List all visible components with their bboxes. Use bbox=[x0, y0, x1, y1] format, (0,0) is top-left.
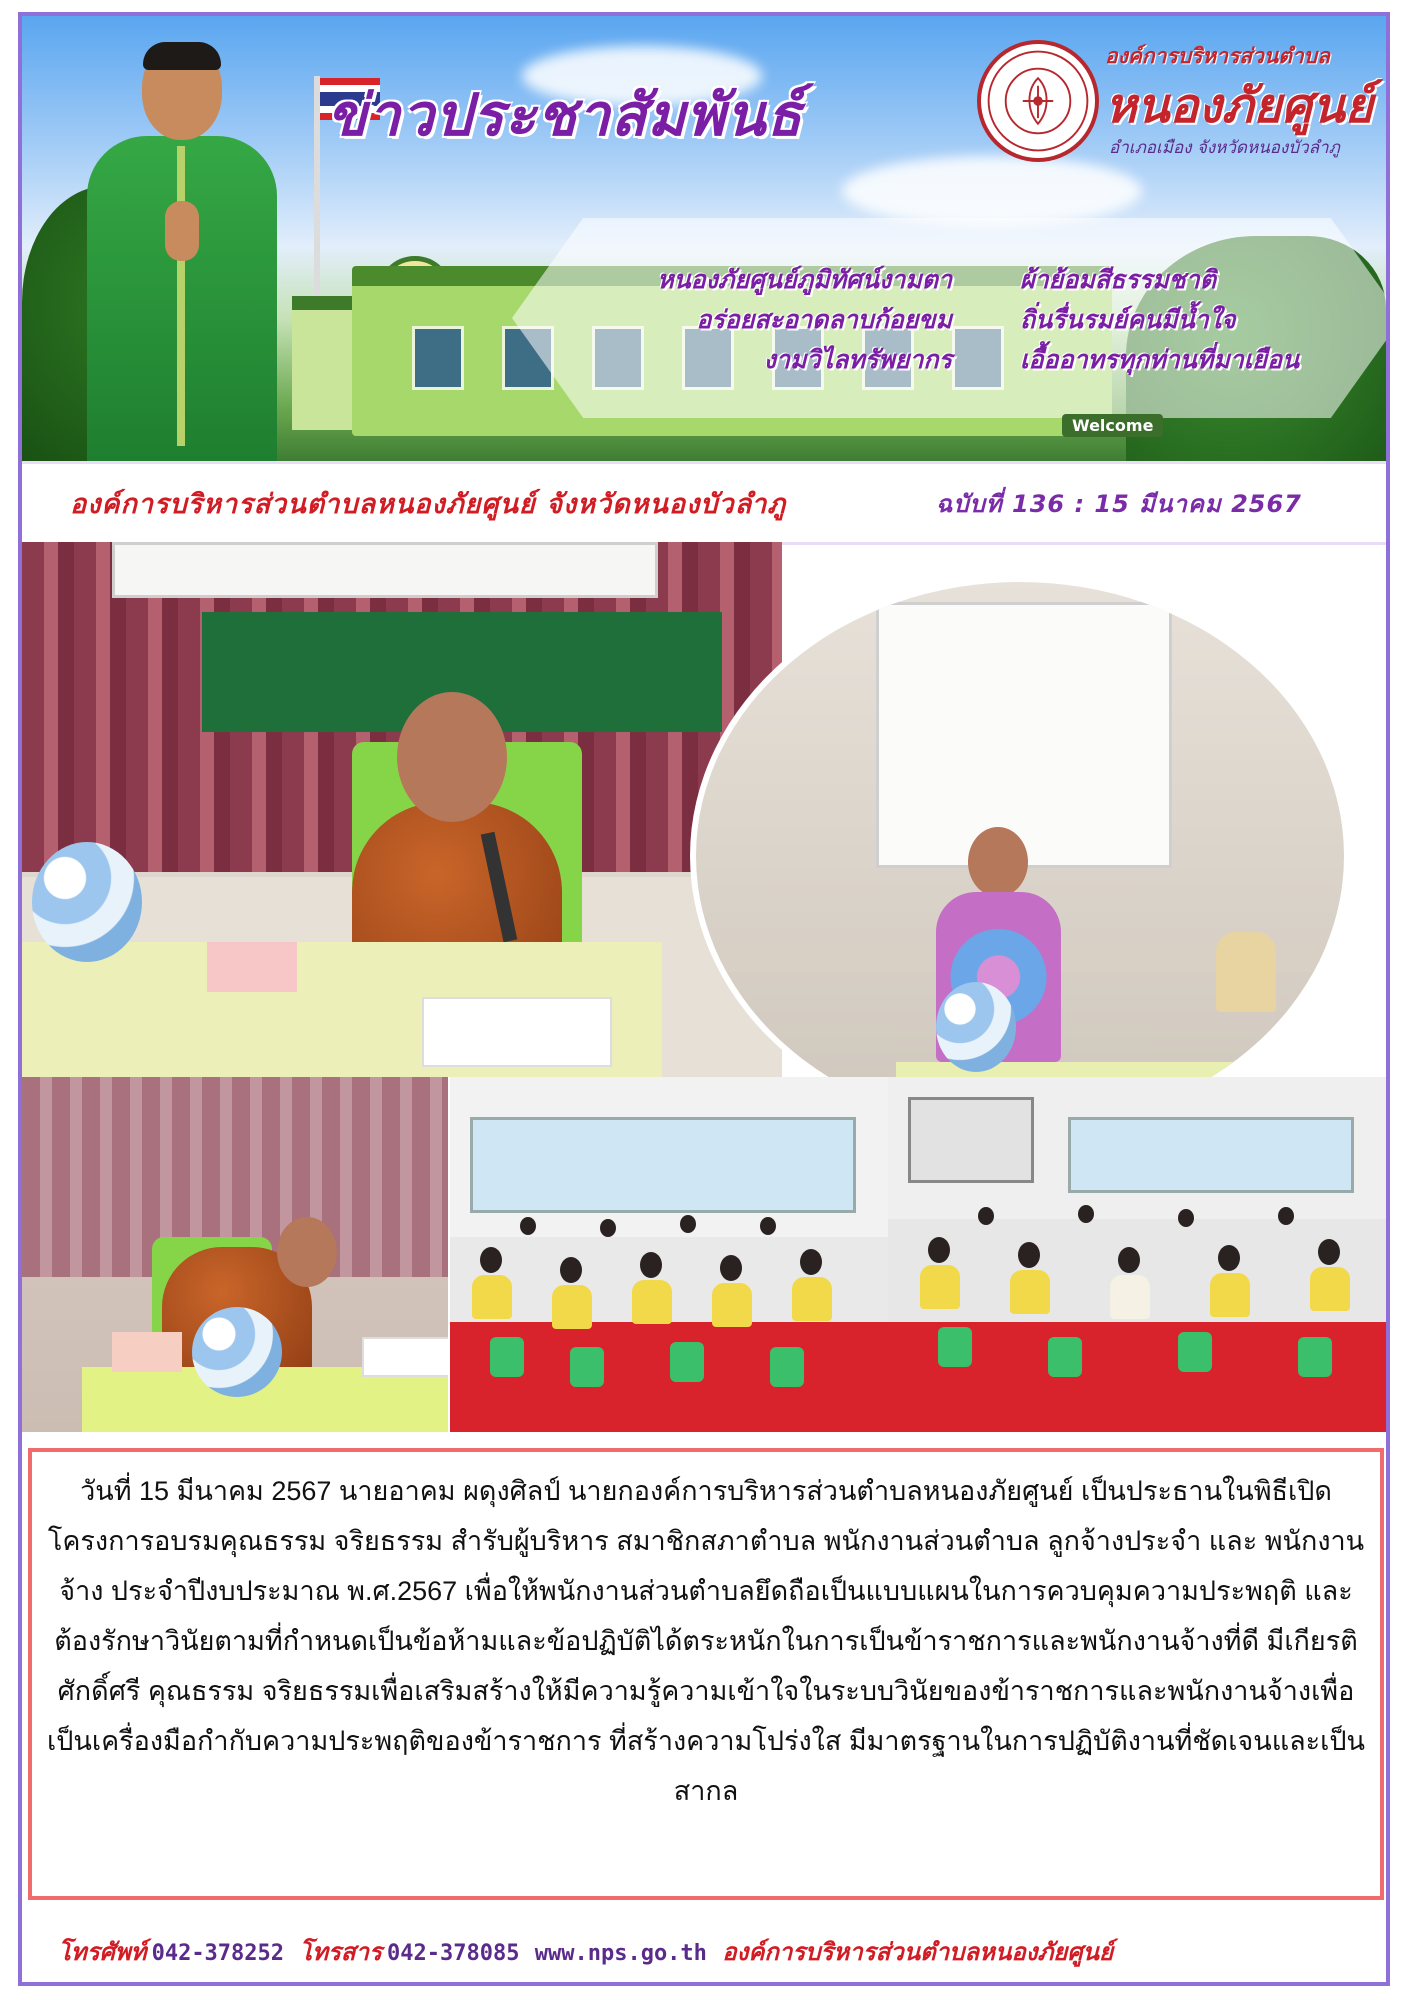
audience-member bbox=[1216, 932, 1276, 1012]
shirt-trim bbox=[177, 146, 185, 446]
welcome-sign: Welcome bbox=[1062, 414, 1163, 437]
phone-label: โทรศัพท์ bbox=[58, 1938, 147, 1966]
hair bbox=[143, 42, 221, 70]
monk-face bbox=[397, 692, 507, 822]
attendee-shirt bbox=[632, 1280, 672, 1324]
slogan-line: หนองภัยศูนย์ภูมิทัศน์งามตา bbox=[657, 265, 952, 294]
slogan-line: เอื้ออาทรทุกท่านที่มาเยือน bbox=[1020, 345, 1300, 374]
photo-audience-1 bbox=[450, 1077, 888, 1432]
chair bbox=[938, 1327, 972, 1367]
nameplate bbox=[422, 997, 612, 1067]
seal-icon bbox=[981, 44, 1095, 158]
footer-contact bbox=[58, 1932, 1113, 1971]
picture-frame bbox=[908, 1097, 1034, 1183]
attendee-shirt bbox=[1210, 1273, 1250, 1317]
attendee-shirt bbox=[552, 1285, 592, 1329]
org-name: หนองภัยศูนย์ bbox=[1105, 78, 1373, 134]
attendee bbox=[480, 1247, 502, 1273]
monk-face bbox=[277, 1217, 337, 1287]
attendee bbox=[600, 1219, 616, 1237]
chair bbox=[490, 1337, 524, 1377]
snack-box bbox=[112, 1332, 182, 1372]
strip-org: องค์การบริหารส่วนตำบลหนองภัยศูนย์ จังหวัดหนองบัวลำภู bbox=[70, 489, 787, 520]
slogan-line: ถิ่นรื่นรมย์คนมีน้ำใจ bbox=[1020, 305, 1236, 334]
window bbox=[412, 326, 464, 390]
slogan-line: อร่อยสะอาดลาบก้อยขม bbox=[696, 305, 952, 334]
attendee bbox=[760, 1217, 776, 1235]
attendee bbox=[1278, 1207, 1294, 1225]
slogan-box bbox=[512, 218, 1386, 418]
chair bbox=[670, 1342, 704, 1382]
footer bbox=[22, 1920, 1386, 1978]
flower-vase bbox=[32, 842, 142, 962]
header-banner bbox=[22, 16, 1386, 461]
chair bbox=[1048, 1337, 1082, 1377]
attendee-shirt bbox=[712, 1283, 752, 1327]
chair bbox=[570, 1347, 604, 1387]
chair bbox=[770, 1347, 804, 1387]
fax-number: 042-378085 bbox=[387, 1941, 520, 1966]
chair bbox=[1298, 1337, 1332, 1377]
attendee bbox=[1178, 1209, 1194, 1227]
attendee bbox=[520, 1217, 536, 1235]
wai-hands bbox=[165, 201, 199, 261]
attendee bbox=[1078, 1205, 1094, 1223]
article-text: วันที่ 15 มีนาคม 2567 นายอาคม ผดุงศิลป์ นายกองค์การบริหารส่วนตำบลหนองภัยศูนย์ เป็นประธานในพิธีเปิด โครงการอบรมคุณธรรม จริยธรรม สำรับผู้บริหาร สมาชิกสภาตำบล พนักงานส่วนตำบล ลูกจ้างประจำ และ พนักงานจ้าง ประจำปีงบประมาณ พ.ศ.2567 เพื่อให้พนักงานส่วนตำบลยึดถือเป็นแบบแผนในการควบคุมความประพฤติ และต้องรักษาวินัยตามที่กำหนดเป็นข้อห้ามและข้อปฏิบัติได้ตระหนักในการเป็นข้าราชการและพนักงานจ้างที่ดี มีเกียรติ ศักดิ์ศรี คุณธรรม จริยธรรมเพื่อเสริมสร้างให้มีความรู้ความเข้าใจในระบบวินัยของข้าราชการและพนักงานจ้างเพื่อเป็นเครื่องมือกำกับความประพฤติของข้าราชการ ที่สร้างความโปร่งใส มีมาตรฐานในการปฏิบัติงานที่ชัดเจนและเป็นสากล bbox=[47, 1476, 1365, 1806]
slogan-line: งามวิไลทรัพยากร bbox=[763, 345, 952, 374]
issue-number: ฉบับที่ 136 : 15 มีนาคม 2567 bbox=[936, 490, 1302, 518]
issue-strip bbox=[22, 461, 1386, 545]
flower-vase bbox=[936, 982, 1016, 1072]
fax-label: โทรสาร bbox=[299, 1938, 382, 1966]
slogan-right bbox=[1020, 260, 1299, 380]
attendee-shirt bbox=[792, 1277, 832, 1321]
attendee-shirt bbox=[1010, 1270, 1050, 1314]
windows bbox=[470, 1117, 856, 1213]
footer-org: องค์การบริหารส่วนตำบลหนองภัยศูนย์ bbox=[722, 1938, 1114, 1966]
slogan-line: ผ้าย้อมสีธรรมชาติ bbox=[1020, 265, 1216, 294]
projector-screen bbox=[112, 542, 658, 598]
projector-screen bbox=[876, 602, 1172, 868]
photo-monk-speaking bbox=[22, 542, 782, 1077]
attendee bbox=[640, 1252, 662, 1278]
attendee-shirt bbox=[1110, 1275, 1150, 1319]
article-box bbox=[28, 1448, 1384, 1900]
photo-monk-seated bbox=[22, 1077, 448, 1432]
chair bbox=[1178, 1332, 1212, 1372]
website-link[interactable]: www.nps.go.th bbox=[534, 1941, 707, 1966]
attendee-shirt bbox=[920, 1265, 960, 1309]
attendee bbox=[680, 1215, 696, 1233]
attendee bbox=[1018, 1242, 1040, 1268]
attendee bbox=[928, 1237, 950, 1263]
attendee-shirt bbox=[1310, 1267, 1350, 1311]
org-location: อำเภอเมือง จังหวัดหนองบัวลำภู bbox=[1109, 138, 1340, 158]
attendee bbox=[800, 1249, 822, 1275]
attendee bbox=[978, 1207, 994, 1225]
speaker-face bbox=[968, 827, 1028, 897]
snack-tray bbox=[207, 942, 297, 992]
nameplate bbox=[362, 1337, 448, 1377]
cloud bbox=[842, 156, 1142, 226]
attendee bbox=[1318, 1239, 1340, 1265]
attendee bbox=[1218, 1245, 1240, 1271]
attendee bbox=[560, 1257, 582, 1283]
flower-vase bbox=[192, 1307, 282, 1397]
org-type: องค์การบริหารส่วนตำบล bbox=[1105, 44, 1330, 68]
phone-number: 042-378252 bbox=[151, 1941, 285, 1966]
photo-speaker bbox=[690, 576, 1350, 1136]
page-title: ข่าวประชาสัมพันธ์ bbox=[327, 81, 803, 149]
windows bbox=[1068, 1117, 1354, 1193]
attendee bbox=[720, 1255, 742, 1281]
mayor-portrait bbox=[77, 36, 282, 461]
org-seal bbox=[977, 40, 1099, 162]
attendee bbox=[1118, 1247, 1140, 1273]
photo-audience-2 bbox=[888, 1077, 1386, 1432]
attendee-shirt bbox=[472, 1275, 512, 1319]
slogan-left bbox=[657, 260, 952, 380]
